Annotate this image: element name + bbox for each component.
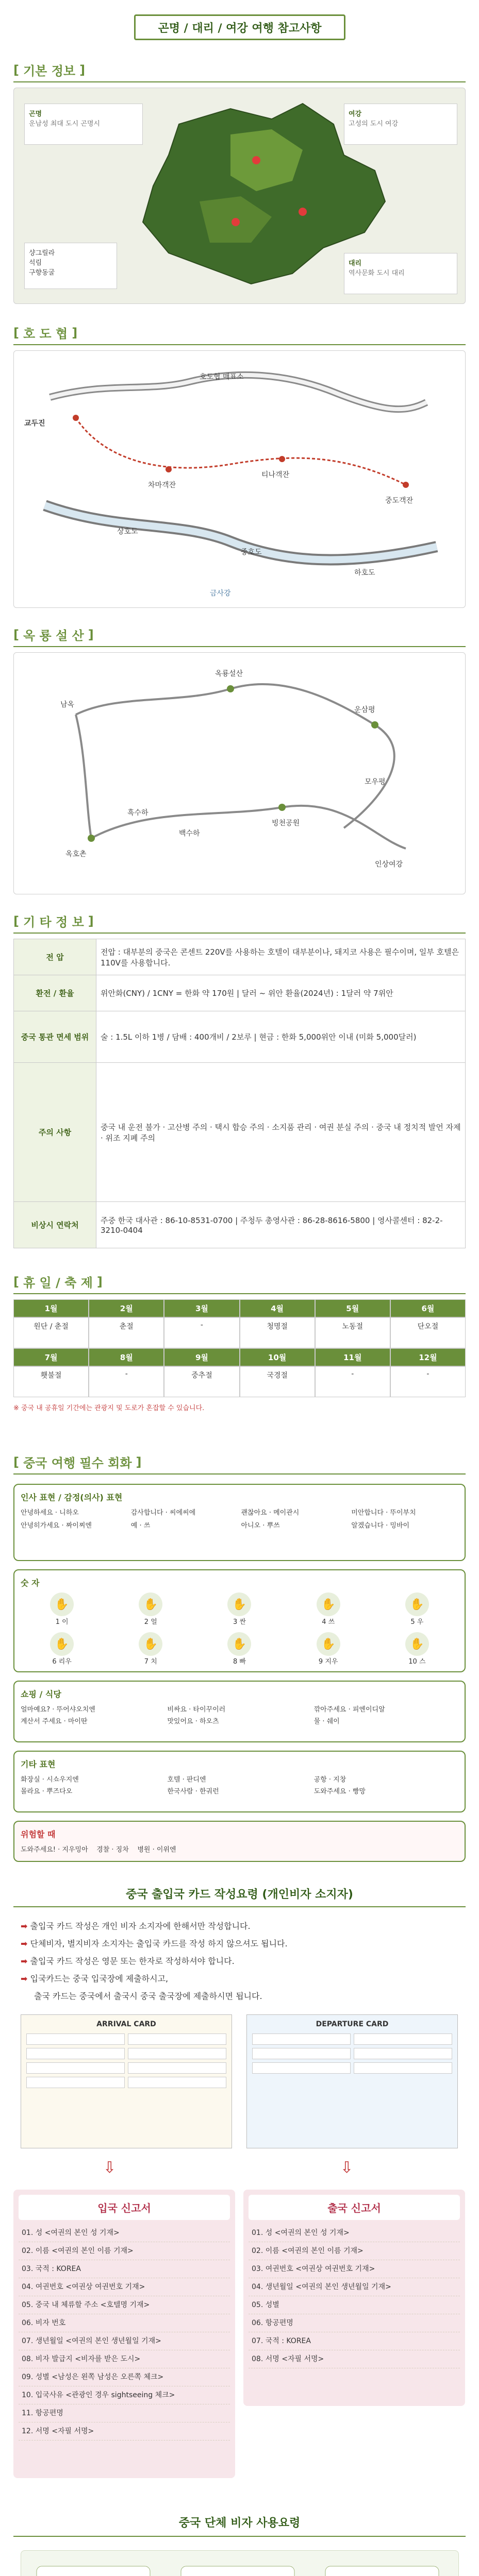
departure-card-fields	[252, 2033, 452, 2074]
map-label: 호도협 매표소	[200, 373, 244, 381]
departure-list-item: 08. 서명 <자필 서명>	[249, 2350, 460, 2368]
departure-list-item: 01. 성 <여권의 본인 성 기재>	[249, 2224, 460, 2242]
page-title	[134, 14, 345, 40]
number-label: 8 빠	[233, 1658, 246, 1666]
section-divider	[13, 933, 466, 934]
info-box-text: 운남성 최대 도시 곤명시	[29, 120, 100, 128]
departure-list-item: 05. 성별	[249, 2296, 460, 2314]
number-item	[376, 1632, 458, 1666]
legend-item: 구향동굴	[29, 269, 55, 277]
phrase-group-greetings	[13, 1484, 466, 1561]
phrase-item: 물 · 쉐이	[313, 1718, 340, 1725]
arrival-list-item: 04. 여권번호 <여권상 여권번호 기재>	[19, 2278, 230, 2296]
phrase-group-numbers	[13, 1569, 466, 1672]
number-item	[21, 1632, 103, 1666]
map-legend	[24, 243, 117, 289]
section-other-title: 기 타 정 보	[23, 915, 84, 929]
map-label-lijiang: 여강	[349, 110, 362, 118]
form-field	[26, 2077, 125, 2088]
section-other-heading	[13, 912, 94, 930]
entry-bullet	[21, 1970, 459, 1988]
info-text: 중국 내 운전 불가 · 고산병 주의 · 택시 합승 주의 · 소지품 관리 · 여권 분실 주의 · 중국 내 정치적 발언 자제 · 위조 지폐 주의	[96, 1063, 466, 1202]
phrase-item: 안녕하세요 · 니하오	[21, 1509, 79, 1517]
hand-number-icon: ✋	[50, 1632, 74, 1656]
map-label: 티나객잔	[261, 471, 290, 479]
number-label: 4 쓰	[322, 1618, 335, 1626]
month-header: 8월	[89, 1348, 164, 1366]
map-label-dali: 대리	[349, 260, 362, 267]
info-row	[14, 1063, 466, 1202]
hand-number-icon: ✋	[139, 1632, 162, 1656]
phrase-item: 도와주세요! · 지우밍아 경찰 · 징차 병원 · 이위엔	[21, 1846, 176, 1854]
hand-number-icon: ✋	[50, 1592, 74, 1616]
departure-list-item: 03. 여권번호 <여권상 여권번호 기재>	[249, 2260, 460, 2278]
number-label: 1 이	[55, 1618, 69, 1626]
number-label: 10 스	[408, 1658, 426, 1666]
section-group-visa-title: 중국 단체 비자 사용요령	[178, 2517, 301, 2530]
month-header: 3월	[164, 1299, 239, 1317]
info-label: 중국 통관 면세 범위	[14, 1011, 96, 1063]
month-header: 1월	[13, 1299, 89, 1317]
info-box-text: 역사문화 도시 대리	[349, 269, 405, 277]
phrase-item: 얼마예요? · 뚜어샤오치엔	[21, 1706, 95, 1714]
number-item	[287, 1632, 370, 1666]
number-item	[287, 1592, 370, 1626]
number-label: 3 싼	[233, 1618, 246, 1626]
map-label: 빙천공원	[272, 819, 300, 827]
month-header: 10월	[240, 1348, 315, 1366]
bracket-icon: [	[13, 627, 19, 642]
gorge-route-map	[14, 351, 466, 608]
phrase-group-title: 숫 자	[21, 1578, 40, 1588]
hotel-map-panel	[13, 350, 466, 608]
info-label: 비상시 연락처	[14, 1202, 96, 1248]
departure-list-item: 02. 이름 <여권의 본인 이름 기재>	[249, 2242, 460, 2260]
arrival-list-item: 06. 비자 번호	[19, 2314, 230, 2332]
info-label: 주의 사항	[14, 1063, 96, 1202]
info-label: 환전 / 환율	[14, 975, 96, 1011]
form-field	[128, 2077, 226, 2088]
entry-bullets	[21, 1918, 459, 2005]
month-value: 국경절	[240, 1366, 315, 1397]
arrival-list-item: 02. 이름 <여권의 본인 이름 기재>	[19, 2242, 230, 2260]
info-text: 주중 한국 대사관 : 86-10-8531-0700 | 주청두 총영사관 : 86-28-8616-5800 | 영사콜센터 : 82-2-3210-0404	[96, 1202, 466, 1248]
month-value: -	[390, 1366, 466, 1397]
basic-map-panel	[13, 88, 466, 304]
month-value-row	[13, 1317, 466, 1348]
number-label: 7 치	[144, 1658, 157, 1666]
festival-note: ※ 중국 내 공휴일 기간에는 관광지 및 도로가 혼잡할 수 있습니다.	[13, 1404, 205, 1412]
form-field	[26, 2048, 125, 2059]
month-header: 11월	[315, 1348, 390, 1366]
departure-list-panel	[243, 2190, 465, 2406]
map-label: 중호도	[241, 548, 262, 556]
entry-bullet	[21, 1935, 459, 1953]
form-field	[354, 2048, 452, 2059]
arrival-card-fields	[26, 2033, 226, 2088]
section-divider	[13, 1473, 466, 1475]
phrase-item: 괜찮아요 · 메이관시	[241, 1509, 300, 1517]
entry-bullet	[21, 1953, 459, 1970]
arrival-list-item: 10. 입국사유 <관광인 경우 sightseeing 체크>	[19, 2386, 230, 2404]
down-arrow-icon: ⇩	[103, 2159, 117, 2177]
entry-bullet-text: 단체비자, 별지비자 소지자는 출입국 카드를 작성 하지 않으셔도 됩니다.	[30, 1939, 288, 1948]
info-text: 전압 : 대부분의 중국은 콘센트 220V를 사용하는 호텔이 대부분이나, 돼지코 사용은 필수이며, 일부 호텔은 110V를 사용합니다.	[96, 939, 466, 975]
info-box-text: 고성의 도시 여강	[349, 120, 399, 128]
map-label: 옥호촌	[65, 850, 87, 858]
map-label: 차마객잔	[148, 481, 176, 489]
section-divider	[13, 1906, 466, 1907]
departure-list-item: 07. 국적 : KOREA	[249, 2332, 460, 2350]
phrase-group-title: 쇼핑 / 식당	[21, 1689, 61, 1699]
entry-bullet-text: 입국카드는 중국 입국장에 제출하시고,	[30, 1974, 169, 1984]
month-header: 7월	[13, 1348, 89, 1366]
phrase-item: 감사합니다 · 씨에씨에	[130, 1509, 196, 1517]
section-hotel-title: 호 도 협	[23, 327, 68, 341]
form-field	[252, 2062, 351, 2074]
map-label: 하호도	[354, 569, 375, 577]
hand-number-icon: ✋	[405, 1592, 429, 1616]
entry-bullet-text: 출입국 카드 작성은 영문 또는 한자로 작성하셔야 합니다.	[30, 1956, 235, 1966]
arrival-list-item: 09. 성별 <남성은 왼쪽 남성은 오른쪽 체크>	[19, 2368, 230, 2386]
month-header: 12월	[390, 1348, 466, 1366]
phrase-item: 몰라요 · 뿌즈다오	[21, 1788, 73, 1795]
month-value: -	[315, 1366, 390, 1397]
number-item	[198, 1632, 280, 1666]
arrival-list-panel	[13, 2190, 235, 2478]
phrase-item: 비싸요 · 타이꾸이러	[167, 1706, 226, 1714]
section-basic-title: 기본 정보	[23, 64, 76, 78]
month-header: 9월	[164, 1348, 239, 1366]
arrival-list-item: 11. 항공편명	[19, 2404, 230, 2422]
number-item	[21, 1592, 103, 1626]
phrase-group-title: 기타 표현	[21, 1759, 56, 1769]
map-label: 인상여강	[375, 860, 403, 869]
info-box-kunming	[24, 104, 143, 145]
month-value: 원단 / 춘절	[13, 1317, 89, 1348]
number-item	[109, 1592, 192, 1626]
number-item	[109, 1632, 192, 1666]
arrival-list-item: 07. 생년월일 <여권의 본인 생년월일 기재>	[19, 2332, 230, 2350]
month-header: 4월	[240, 1299, 315, 1317]
month-value: 노동절	[315, 1317, 390, 1348]
section-divider	[13, 1293, 466, 1294]
section-jade-title: 옥 룡 설 산	[23, 629, 84, 643]
section-divider	[13, 646, 466, 647]
bracket-icon: ]	[72, 325, 78, 340]
phrase-group-other	[13, 1751, 466, 1812]
hand-number-icon: ✋	[317, 1632, 340, 1656]
month-value: 횃불절	[13, 1366, 89, 1397]
bracket-icon: [	[13, 1454, 19, 1469]
bracket-icon: ]	[79, 62, 86, 77]
entry-bullet-text: 출국 카드는 중국에서 출국시 중국 출국장에 제출하시면 됩니다.	[34, 1991, 262, 2001]
entry-bullet	[21, 1918, 459, 1935]
number-label: 6 리우	[52, 1658, 72, 1666]
info-box-lijiang	[344, 104, 457, 145]
phrase-grid	[21, 1704, 458, 1725]
info-row	[14, 1202, 466, 1248]
section-divider	[13, 81, 466, 82]
number-label: 5 우	[410, 1618, 424, 1626]
phrase-item: 알겠습니다 · 밍바이	[351, 1522, 410, 1530]
bracket-icon: [	[13, 913, 19, 928]
phrase-item: 미안합니다 · 뚜이부치	[351, 1509, 416, 1517]
arrival-list-item: 05. 중국 내 체류할 주소 <호텔명 기재>	[19, 2296, 230, 2314]
info-row	[14, 1011, 466, 1063]
month-header: 5월	[315, 1299, 390, 1317]
form-field	[26, 2033, 125, 2045]
visa-flow-illustration	[21, 2550, 459, 2576]
number-item	[198, 1592, 280, 1626]
form-field	[354, 2062, 452, 2074]
number-grid	[21, 1592, 458, 1666]
section-entry-title: 중국 출입국 카드 작성요령 (개인비자 소지자)	[126, 1888, 353, 1901]
phrase-grid	[21, 1507, 458, 1530]
month-value-row	[13, 1366, 466, 1397]
map-label: 교두진	[24, 419, 45, 428]
map-label: 중도객잔	[385, 497, 414, 505]
visa-flow-diagram	[21, 2551, 459, 2576]
month-header: 2월	[89, 1299, 164, 1317]
phrase-item: 도와주세요 · 빵망	[313, 1788, 366, 1795]
bracket-icon: ]	[88, 627, 94, 642]
month-value: 단오절	[390, 1317, 466, 1348]
map-label: 모우평	[365, 778, 386, 786]
phrase-group-danger	[13, 1821, 466, 1862]
form-field	[252, 2033, 351, 2045]
phrase-group-title: 위험할 때	[21, 1829, 56, 1839]
arrival-list-item: 03. 국적 : KOREA	[19, 2260, 230, 2278]
hand-number-icon: ✋	[405, 1632, 429, 1656]
section-hotel-heading	[13, 324, 77, 342]
arrival-card-title: ARRIVAL CARD	[96, 2020, 156, 2028]
departure-list-title: 출국 신고서	[249, 2195, 460, 2220]
info-text: 술 : 1.5L 이하 1병 / 담배 : 400개비 / 2보루 | 현금 : 한화 5,000위안 이내 (미화 5,000달러)	[96, 1011, 466, 1063]
map-label: 상호도	[117, 528, 138, 536]
form-field	[128, 2048, 226, 2059]
phrase-item: 계산서 주세요 · 마이딴	[21, 1718, 88, 1725]
phrase-item: 공항 · 지창	[313, 1776, 346, 1784]
month-value: 춘절	[89, 1317, 164, 1348]
form-field	[26, 2062, 125, 2074]
arrow-icon: ➡	[21, 1974, 28, 1984]
phrase-item: 화장실 · 시쇼우지엔	[21, 1776, 79, 1784]
arrival-list-item: 12. 서명 <자필 서명>	[19, 2422, 230, 2441]
jade-map-panel	[13, 652, 466, 894]
section-festival-heading	[13, 1273, 103, 1291]
phrase-group-shopping	[13, 1681, 466, 1742]
number-item	[376, 1592, 458, 1626]
info-row	[14, 939, 466, 975]
hand-number-icon: ✋	[317, 1592, 340, 1616]
section-divider	[13, 2536, 466, 2537]
month-header: 6월	[390, 1299, 466, 1317]
arrow-icon: ➡	[21, 1921, 28, 1931]
arrow-icon: ➡	[21, 1939, 28, 1948]
departure-list-item: 04. 생년월일 <여권의 본인 생년월일 기재>	[249, 2278, 460, 2296]
phrase-item: 맛있어요 · 하오츠	[167, 1718, 219, 1725]
bracket-icon: ]	[88, 913, 94, 928]
map-label: 옥룡설산	[215, 670, 243, 678]
hand-number-icon: ✋	[139, 1592, 162, 1616]
arrival-list-item: 08. 비자 발급지 <비자를 받은 도시>	[19, 2350, 230, 2368]
section-phrases-title: 중국 여행 필수 회화	[23, 1456, 132, 1470]
down-arrow-icon: ⇩	[340, 2159, 354, 2177]
phrase-item: 깎아주세요 · 피엔이디알	[313, 1706, 385, 1714]
info-label: 전 압	[14, 939, 96, 975]
bracket-icon: [	[13, 62, 19, 77]
map-label: 백수하	[179, 829, 200, 838]
form-field	[128, 2062, 226, 2074]
departure-list-item: 06. 항공편명	[249, 2314, 460, 2332]
number-label: 9 지우	[318, 1658, 338, 1666]
phrase-item: 안녕히가세요 · 짜이찌엔	[21, 1522, 92, 1530]
legend-item: 석림	[29, 259, 42, 267]
section-festival-title: 휴 일 / 축 제	[23, 1276, 93, 1290]
map-label: 남옥	[60, 701, 75, 709]
phrase-group-title: 인사 표현 / 감정(의사) 표현	[21, 1493, 123, 1502]
map-label: 금사강	[210, 589, 231, 598]
phrase-item: 예 · 쓰	[130, 1522, 151, 1530]
arrival-card-image	[21, 2014, 232, 2148]
hand-number-icon: ✋	[227, 1632, 251, 1656]
festival-table	[13, 1299, 466, 1417]
map-label-kunming: 곤명	[29, 110, 42, 118]
section-jade-heading	[13, 625, 94, 643]
form-field	[128, 2033, 226, 2045]
section-phrases-heading	[13, 1453, 141, 1471]
arrival-list-item: 01. 성 <여권의 본인 성 기재>	[19, 2224, 230, 2242]
bracket-icon: ]	[96, 1274, 103, 1289]
phrase-grid	[21, 1774, 458, 1795]
info-text: 위안화(CNY) / 1CNY = 한화 약 170원 | 달러 ~ 위안 환율(2024년) : 1달러 약 7위안	[96, 975, 466, 1011]
month-header-row	[13, 1299, 466, 1317]
arrow-icon: ➡	[21, 1956, 28, 1966]
phrase-item: 한국사람 · 한궈런	[167, 1788, 219, 1795]
month-value: -	[164, 1317, 239, 1348]
number-label: 2 얼	[144, 1618, 157, 1626]
month-value: -	[89, 1366, 164, 1397]
departure-card-image	[246, 2014, 458, 2148]
form-field	[354, 2033, 452, 2045]
other-info-table	[13, 939, 466, 1248]
legend-item: 샹그릴라	[29, 249, 55, 257]
departure-card-title: DEPARTURE CARD	[316, 2020, 389, 2028]
arrival-list-title: 입국 신고서	[19, 2195, 230, 2220]
entry-bullet-text: 출입국 카드 작성은 개인 비자 소지자에 한해서만 작성합니다.	[30, 1921, 251, 1931]
phrase-item: 호텔 · 판디엔	[167, 1776, 206, 1784]
map-label: 운삼평	[354, 706, 375, 714]
section-divider	[13, 344, 466, 345]
bracket-icon: [	[13, 1274, 19, 1289]
month-value: 청명절	[240, 1317, 315, 1348]
hand-number-icon: ✋	[227, 1592, 251, 1616]
info-row	[14, 975, 466, 1011]
map-label: 흑수하	[127, 809, 148, 817]
section-basic-heading	[13, 61, 85, 79]
form-field	[252, 2048, 351, 2059]
page-title-text: 곤명 / 대리 / 여강 여행 참고사항	[158, 22, 322, 35]
info-box-dali	[344, 253, 457, 294]
bracket-icon: ]	[136, 1454, 142, 1469]
month-header-row	[13, 1348, 466, 1366]
month-value: 중추절	[164, 1366, 239, 1397]
phrase-item: 아니오 · 뿌쓰	[241, 1522, 280, 1530]
bracket-icon: [	[13, 325, 19, 340]
